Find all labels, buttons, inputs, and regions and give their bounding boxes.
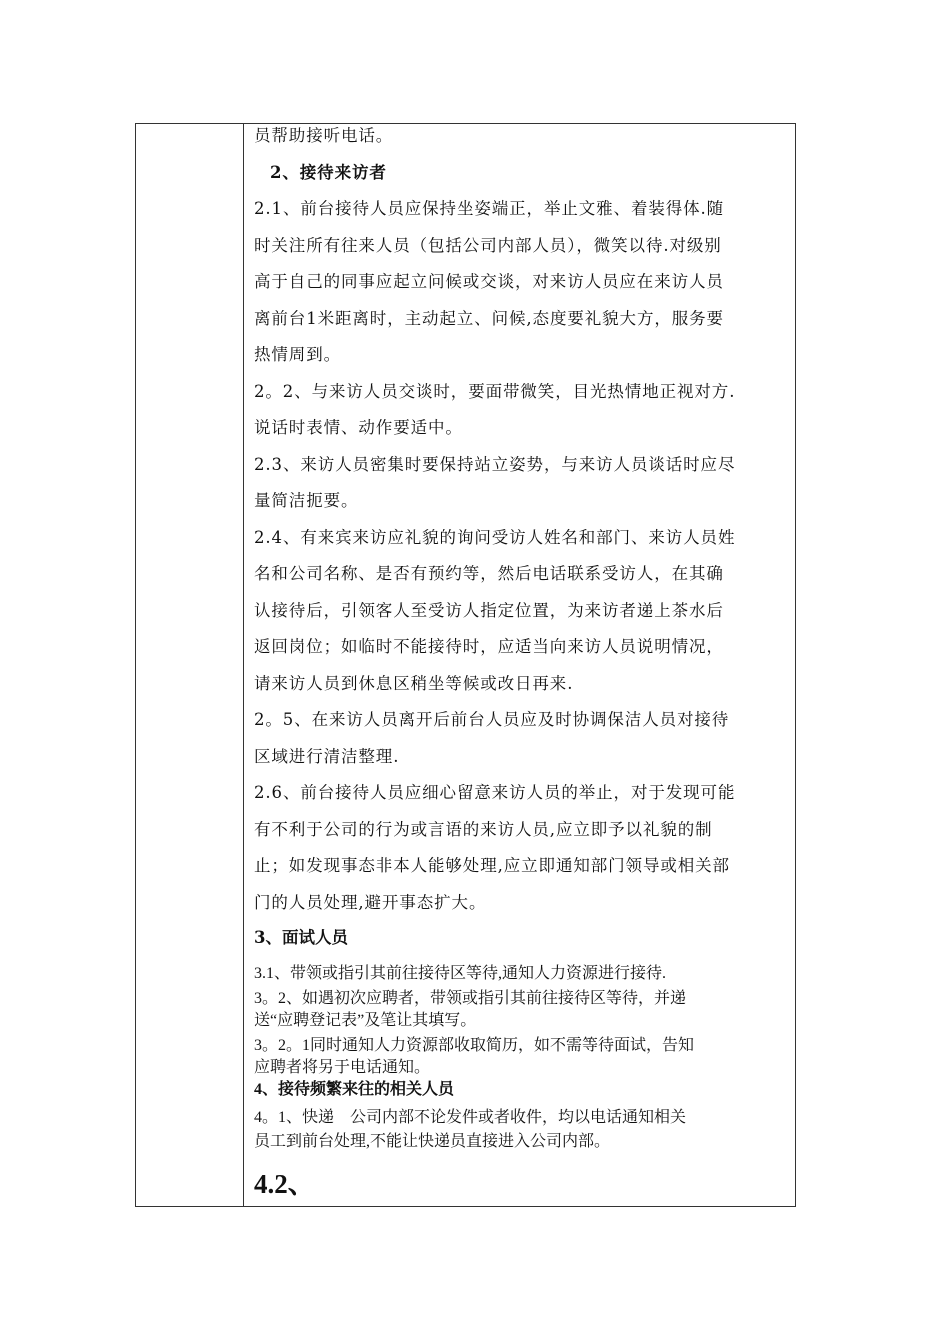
text-line: 离前台1米距离时，主动起立、问候,态度要礼貌大方，服务要 xyxy=(254,309,724,328)
text-line: 2.3、来访人员密集时要保持站立姿势，与来访人员谈话时应尽 xyxy=(254,455,736,474)
table-content-cell xyxy=(254,124,784,1206)
text-line: 员工到前台处理,不能让快递员直接进入公司内部。 xyxy=(254,1133,611,1150)
text-line: 4。1、快递 公司内部不论发件或者收件，均以电话通知相关 xyxy=(254,1109,687,1126)
text-line: 请来访人员到休息区稍坐等候或改日再来. xyxy=(254,674,574,693)
section-heading-2: 2、接待来访者 xyxy=(270,163,387,182)
text-line: 认接待后，引领客人至受访人指定位置，为来访者递上茶水后 xyxy=(254,601,724,620)
text-line: 时关注所有往来人员（包括公司内部人员），微笑以待.对级别 xyxy=(254,236,722,255)
text-line: 止；如发现事态非本人能够处理,应立即通知部门领导或相关部 xyxy=(254,856,730,875)
text-line: 返回岗位；如临时不能接待时，应适当向来访人员说明情况， xyxy=(254,637,724,656)
text-line: 3。2。1同时通知人力资源部收取简历，如不需等待面试，告知 xyxy=(254,1037,695,1054)
section-heading-3: 3、面试人员 xyxy=(254,928,348,947)
text-line: 2.4、有来宾来访应礼貌的询问受访人姓名和部门、来访人员姓 xyxy=(254,528,736,547)
text-line: 高于自己的同事应起立问候或交谈，对来访人员应在来访人员 xyxy=(254,272,724,291)
text-line: 区域进行清洁整理. xyxy=(254,747,400,766)
text-line: 热情周到。 xyxy=(254,345,341,364)
table-left-column xyxy=(136,124,244,1206)
text-line: 3.1、带领或指引其前往接待区等待,通知人力资源进行接待. xyxy=(254,965,667,982)
text-line: 2。5、在来访人员离开后前台人员应及时协调保洁人员对接待 xyxy=(254,710,730,729)
text-line: 2.6、前台接待人员应细心留意来访人员的举止，对于发现可能 xyxy=(254,783,736,802)
text-line: 送“应聘登记表”及笔让其填写。 xyxy=(254,1012,477,1029)
text-line: 量简洁扼要。 xyxy=(254,491,359,510)
document-table xyxy=(135,123,796,1207)
section-heading-4-2: 4.2、 xyxy=(254,1169,315,1199)
text-line: 说话时表情、动作要适中。 xyxy=(254,418,463,437)
text-line: 3。2、如遇初次应聘者，带领或指引其前往接待区等待，并递 xyxy=(254,990,687,1007)
text-line: 2.1、前台接待人员应保持坐姿端正，举止文雅、着装得体.随 xyxy=(254,199,725,218)
text-line: 2。2、与来访人员交谈时，要面带微笑，目光热情地正视对方. xyxy=(254,382,736,401)
section-heading-4: 4、接待频繁来往的相关人员 xyxy=(254,1081,455,1098)
text-line: 门的人员处理,避开事态扩大。 xyxy=(254,893,487,912)
text-line: 有不利于公司的行为或言语的来访人员,应立即予以礼貌的制 xyxy=(254,820,713,839)
text-line: 应聘者将另于电话通知。 xyxy=(254,1059,431,1076)
text-line: 名和公司名称、是否有预约等，然后电话联系受访人，在其确 xyxy=(254,564,724,583)
text-line: 员帮助接听电话。 xyxy=(254,126,394,145)
